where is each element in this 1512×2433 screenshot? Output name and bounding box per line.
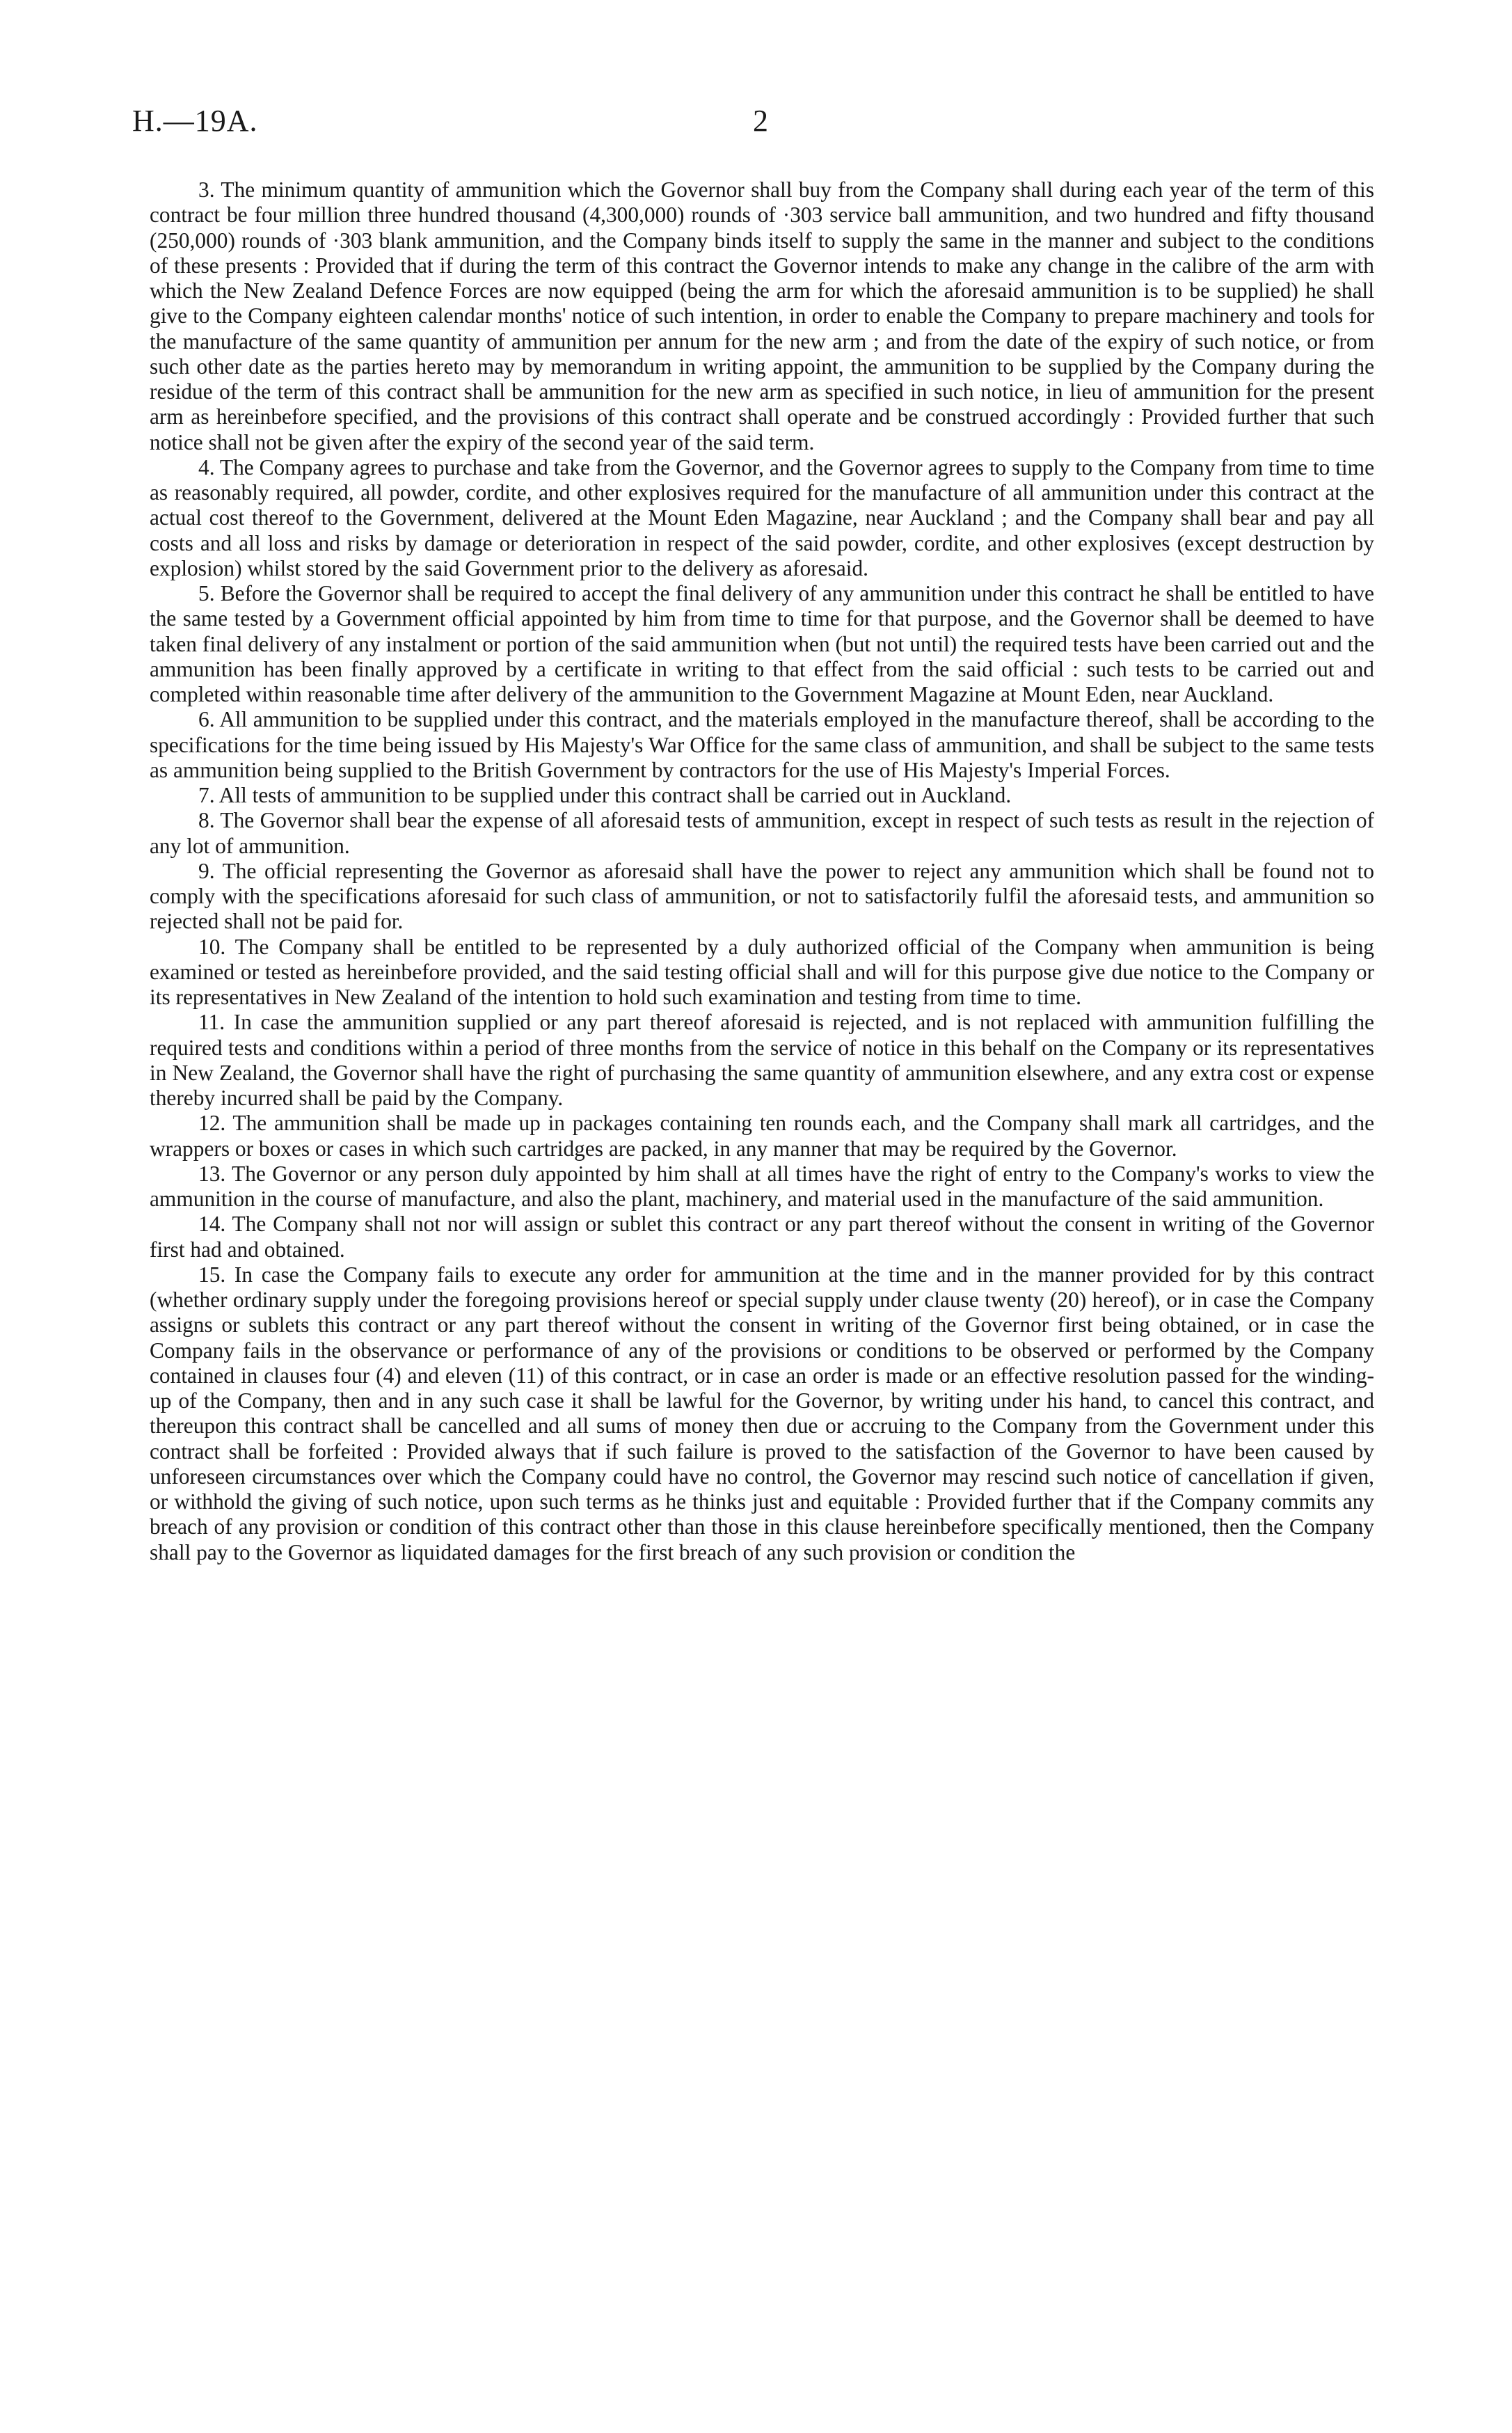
clause-number: 5.	[198, 581, 215, 605]
clause-text: In case the Company fails to execute any order for ammunition at the time and in the manner provided for by this contract (whether ordinary supply under the foregoing provisions hereof or special supply under clause twenty (20) hereof), or in case the Company assigns or sublets this contract or any part thereof without the consent in writing of the Governor first being obtained, or in case the Company fails in the observance or performance of any of the provisions or conditions to be observed or performed by the Company contained in clauses four (4) and eleven (11) of this contract, or in case an order is made or an effective resolution passed for the winding-up of the Company, then and in any such case it shall be lawful for the Governor, by writing under his hand, to cancel this contract, and thereupon this contract shall be cancelled and all sums of money then due or accruing to the Company from the Government under this contract shall be forfeited : Provided always that if such failure is proved to the satisfaction of the Governor to have been caused by unforeseen circumstances over which the Company could have no control, the Governor may rescind such notice of cancellation if given, or withhold the giving of such notice, upon such terms as he thinks just and equitable : Provided further that if the Company commits any breach of any provision or condition of this contract other than those in this clause hereinbefore specifically mentioned, then the Company shall pay to the Governor as liquidated damages for the first breach of any such provision or condition the	[150, 1262, 1374, 1564]
clause-4	[150, 455, 1374, 581]
clause-text: The minimum quantity of ammunition which the Governor shall buy from the Company shall during each year of the term of this contract be four million three hundred thousand (4,300,000) rounds of ·303 service ball ammunition, and two hundred and fifty thousand (250,000) rounds of ·303 blank ammunition, and the Company binds itself to supply the same in the manner and subject to the conditions of these presents : Provided that if during the term of this contract the Governor intends to make any change in the calibre of the arm with which the New Zealand Defence Forces are now equipped (being the arm for which the aforesaid ammunition is to be supplied) he shall give to the Company eighteen calendar months' notice of such intention, in order to enable the Company to prepare machinery and tools for the manufacture of the same quantity of ammunition per annum for the new arm ; and from the date of the expiry of such notice, or from such other date as the parties hereto may by memorandum in writing appoint, the ammunition to be supplied by the Company during the residue of the term of this contract shall be ammunition for the new arm as specified in such notice, in lieu of ammunition for the present arm as hereinbefore specified, and the provisions of this contract shall operate and be construed accordingly : Provided further that such notice shall not be given after the expiry of the second year of the said term.	[150, 177, 1374, 454]
clause-7	[150, 783, 1374, 808]
clause-5	[150, 581, 1374, 707]
clause-12	[150, 1111, 1374, 1162]
clause-number: 10.	[198, 934, 226, 959]
clause-text: All ammunition to be supplied under this contract, and the materials employed in the manufacture thereof, shall be according to the specifications for the time being issued by His Majesty's War Office for the same class of ammunition, and shall be subject to the same tests as ammunition being supplied to the British Government by contractors for the use of His Majesty's Imperial Forces.	[150, 707, 1375, 782]
clause-8	[150, 808, 1374, 859]
clause-9	[150, 859, 1374, 935]
clause-text: The Company agrees to purchase and take from the Governor, and the Governor agrees to supply to the Company from time to time as reasonably required, all powder, cordite, and other explosives required for the manufacture of all ammunition under this contract at the actual cost thereof to the Government, delivered at the Mount Eden Magazine, near Auckland ; and the Company shall bear and pay all costs and all loss and risks by damage or deterioration in respect of the said powder, cordite, and other explosives (except destruction by explosion) whilst stored by the said Government prior to the delivery as aforesaid.	[150, 454, 1375, 580]
clause-number: 8.	[198, 808, 215, 833]
clause-number: 9.	[198, 858, 215, 883]
clause-number: 7.	[198, 783, 215, 807]
clause-number: 11.	[198, 1010, 225, 1035]
clause-text: The official representing the Governor as aforesaid shall have the power to reject any ammunition which shall be found not to comply with the specifications aforesaid for such class of ammunition, or not to satisfactorily fulfil the aforesaid tests, and ammunition so rejected shall not be paid for.	[150, 858, 1374, 934]
clause-6	[150, 707, 1374, 783]
clause-number: 4.	[198, 454, 215, 480]
clause-3	[150, 177, 1374, 455]
contract-body	[150, 177, 1374, 1565]
clause-text: Before the Governor shall be required to accept the final delivery of any ammunition under this contract he shall be entitled to have the same tested by a Government official appointed by him from time to time for that purpose, and the Governor shall be deemed to have taken final delivery of any instalment or portion of the said ammunition when (but not until) the required tests have been carried out and the ammunition has been finally approved by a certificate in writing to that effect from the said official : such tests to be carried out and completed within reasonable time after delivery of the ammunition to the Government Magazine at Mount Eden, near Auckland.	[150, 581, 1374, 706]
clause-number: 13.	[198, 1161, 226, 1186]
clause-text: In case the ammunition supplied or any part thereof aforesaid is rejected, and is not replaced with ammunition fulfilling the required tests and conditions within a period of three months from the service of notice in this behalf on the Company or its representatives in New Zealand, the Governor shall have the right of purchasing the same quantity of ammunition elsewhere, and any extra cost or expense thereby incurred shall be paid by the Company.	[150, 1010, 1374, 1110]
clause-13	[150, 1162, 1374, 1212]
clause-number: 6.	[198, 707, 215, 732]
clause-text: The ammunition shall be made up in packages containing ten rounds each, and the Company shall mark all cartridges, and the wrappers or boxes or cases in which such cartridges are packed, in any manner that may be required by the Governor.	[150, 1111, 1375, 1161]
clause-15	[150, 1262, 1374, 1565]
clause-10	[150, 935, 1374, 1011]
clause-number: 14.	[198, 1212, 226, 1237]
clause-number: 12.	[198, 1111, 226, 1136]
clause-text: The Governor shall bear the expense of all aforesaid tests of ammunition, except in respect of such tests as result in the rejection of any lot of ammunition.	[150, 808, 1374, 858]
page-number: 2	[753, 104, 768, 138]
clause-text: The Company shall be entitled to be represented by a duly authorized official of the Company when ammunition is being examined or tested as hereinbefore provided, and the said testing official shall and will for this purpose give due notice to the Company or its representatives in New Zealand of the intention to hold such examination and testing from time to time.	[150, 934, 1375, 1009]
document-reference: H.—19A.	[132, 104, 258, 138]
clause-number: 3.	[198, 177, 215, 202]
clause-number: 15.	[198, 1262, 226, 1287]
clause-text: All tests of ammunition to be supplied under this contract shall be carried out in Auckland.	[218, 783, 1012, 807]
clause-text: The Governor or any person duly appointed by him shall at all times have the right of entry to the Company's works to view the ammunition in the course of manufacture, and also the plant, machinery, and material used in the manufacture of the said ammunition.	[150, 1161, 1374, 1211]
clause-11	[150, 1010, 1374, 1111]
clause-text: The Company shall not nor will assign or sublet this contract or any part thereof without the consent in writing of the Governor first had and obtained.	[150, 1212, 1375, 1262]
clause-14	[150, 1212, 1374, 1262]
